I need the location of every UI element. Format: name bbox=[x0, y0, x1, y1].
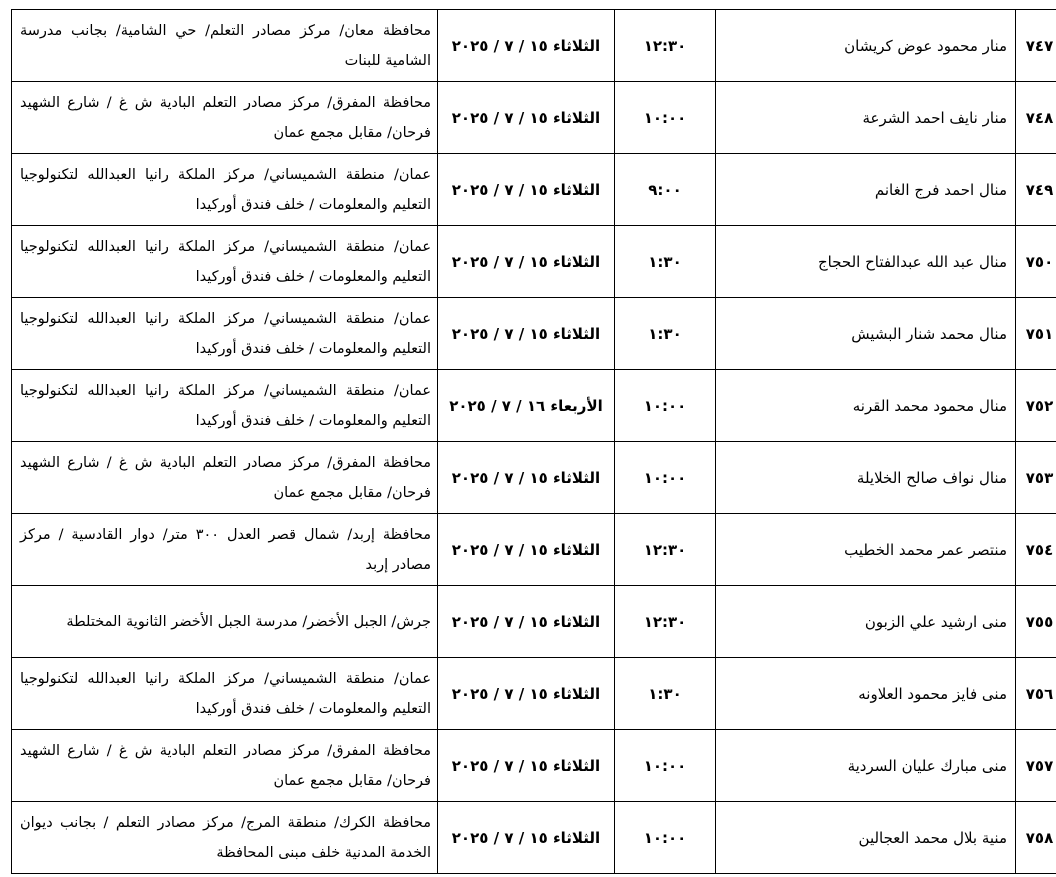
exam-time-cell: ١٠:٠٠ bbox=[615, 802, 716, 874]
row-number-cell: ٧٥٤ bbox=[1016, 514, 1056, 586]
exam-date-cell: الثلاثاء ١٥ / ٧ / ٢٠٢٥ bbox=[438, 658, 615, 730]
candidate-name-cell: منار نايف احمد الشرعة bbox=[716, 82, 1016, 154]
row-number-cell: ٧٥٣ bbox=[1016, 442, 1056, 514]
exam-date-cell: الثلاثاء ١٥ / ٧ / ٢٠٢٥ bbox=[438, 154, 615, 226]
table-row bbox=[12, 514, 1056, 586]
exam-time-cell: ١٢:٣٠ bbox=[615, 514, 716, 586]
exam-location-cell: عمان/ منطقة الشميساني/ مركز الملكة رانيا العبدالله لتكنولوجيا التعليم والمعلومات / خلف فندق أوركيدا bbox=[12, 658, 438, 730]
candidate-name-cell: منتصر عمر محمد الخطيب bbox=[716, 514, 1016, 586]
row-number-cell: ٧٥٢ bbox=[1016, 370, 1056, 442]
table-row bbox=[12, 154, 1056, 226]
exam-schedule-table bbox=[11, 9, 1056, 874]
exam-location-cell: عمان/ منطقة الشميساني/ مركز الملكة رانيا العبدالله لتكنولوجيا التعليم والمعلومات / خلف فندق أوركيدا bbox=[12, 226, 438, 298]
table-row bbox=[12, 370, 1056, 442]
row-number-cell: ٧٤٧ bbox=[1016, 10, 1056, 82]
exam-date-cell: الثلاثاء ١٥ / ٧ / ٢٠٢٥ bbox=[438, 10, 615, 82]
exam-time-cell: ١٠:٠٠ bbox=[615, 82, 716, 154]
candidate-name-cell: منية بلال محمد العجالين bbox=[716, 802, 1016, 874]
exam-date-cell: الثلاثاء ١٥ / ٧ / ٢٠٢٥ bbox=[438, 226, 615, 298]
table-body bbox=[12, 10, 1056, 874]
exam-time-cell: ٩:٠٠ bbox=[615, 154, 716, 226]
row-number-cell: ٧٥٨ bbox=[1016, 802, 1056, 874]
row-number-cell: ٧٥٥ bbox=[1016, 586, 1056, 658]
candidate-name-cell: منار محمود عوض كريشان bbox=[716, 10, 1016, 82]
exam-date-cell: الثلاثاء ١٥ / ٧ / ٢٠٢٥ bbox=[438, 298, 615, 370]
exam-date-cell: الثلاثاء ١٥ / ٧ / ٢٠٢٥ bbox=[438, 802, 615, 874]
candidate-name-cell: منى مبارك عليان السردية bbox=[716, 730, 1016, 802]
exam-time-cell: ١٠:٠٠ bbox=[615, 442, 716, 514]
exam-location-cell: محافظة الكرك/ منطقة المرج/ مركز مصادر التعلم / بجانب ديوان الخدمة المدنية خلف مبنى المحافظة bbox=[12, 802, 438, 874]
row-number-cell: ٧٥٠ bbox=[1016, 226, 1056, 298]
table-row bbox=[12, 586, 1056, 658]
exam-date-cell: الثلاثاء ١٥ / ٧ / ٢٠٢٥ bbox=[438, 514, 615, 586]
row-number-cell: ٧٤٨ bbox=[1016, 82, 1056, 154]
exam-date-cell: الأربعاء ١٦ / ٧ / ٢٠٢٥ bbox=[438, 370, 615, 442]
exam-time-cell: ١٢:٣٠ bbox=[615, 10, 716, 82]
table-row bbox=[12, 10, 1056, 82]
exam-date-cell: الثلاثاء ١٥ / ٧ / ٢٠٢٥ bbox=[438, 586, 615, 658]
table-row bbox=[12, 802, 1056, 874]
table-row bbox=[12, 226, 1056, 298]
row-number-cell: ٧٥١ bbox=[1016, 298, 1056, 370]
exam-location-cell: محافظة إربد/ شمال قصر العدل ٣٠٠ متر/ دوار القادسية / مركز مصادر إربد bbox=[12, 514, 438, 586]
candidate-name-cell: منى ارشيد علي الزبون bbox=[716, 586, 1016, 658]
exam-date-cell: الثلاثاء ١٥ / ٧ / ٢٠٢٥ bbox=[438, 82, 615, 154]
table-row bbox=[12, 298, 1056, 370]
exam-time-cell: ١:٣٠ bbox=[615, 658, 716, 730]
exam-time-cell: ١٠:٠٠ bbox=[615, 730, 716, 802]
exam-location-cell: عمان/ منطقة الشميساني/ مركز الملكة رانيا العبدالله لتكنولوجيا التعليم والمعلومات / خلف فندق أوركيدا bbox=[12, 298, 438, 370]
candidate-name-cell: منال محمد شنار البشيش bbox=[716, 298, 1016, 370]
candidate-name-cell: منال احمد فرج الغانم bbox=[716, 154, 1016, 226]
row-number-cell: ٧٥٦ bbox=[1016, 658, 1056, 730]
exam-time-cell: ١:٣٠ bbox=[615, 298, 716, 370]
exam-location-cell: محافظة معان/ مركز مصادر التعلم/ حي الشامية/ بجانب مدرسة الشامية للبنات bbox=[12, 10, 438, 82]
table-row bbox=[12, 82, 1056, 154]
exam-location-cell: محافظة المفرق/ مركز مصادر التعلم البادية ش غ / شارع الشهيد فرحان/ مقابل مجمع عمان bbox=[12, 82, 438, 154]
candidate-name-cell: منال عبد الله عبدالفتاح الحجاج bbox=[716, 226, 1016, 298]
exam-date-cell: الثلاثاء ١٥ / ٧ / ٢٠٢٥ bbox=[438, 730, 615, 802]
exam-location-cell: عمان/ منطقة الشميساني/ مركز الملكة رانيا العبدالله لتكنولوجيا التعليم والمعلومات / خلف فندق أوركيدا bbox=[12, 370, 438, 442]
table-row bbox=[12, 658, 1056, 730]
table-row bbox=[12, 442, 1056, 514]
exam-time-cell: ١٢:٣٠ bbox=[615, 586, 716, 658]
candidate-name-cell: منال محمود محمد القرنه bbox=[716, 370, 1016, 442]
exam-location-cell: عمان/ منطقة الشميساني/ مركز الملكة رانيا العبدالله لتكنولوجيا التعليم والمعلومات / خلف فندق أوركيدا bbox=[12, 154, 438, 226]
candidate-name-cell: منال نواف صالح الخلايلة bbox=[716, 442, 1016, 514]
table-row bbox=[12, 730, 1056, 802]
row-number-cell: ٧٥٧ bbox=[1016, 730, 1056, 802]
exam-date-cell: الثلاثاء ١٥ / ٧ / ٢٠٢٥ bbox=[438, 442, 615, 514]
exam-time-cell: ١٠:٠٠ bbox=[615, 370, 716, 442]
exam-time-cell: ١:٣٠ bbox=[615, 226, 716, 298]
exam-location-cell: محافظة المفرق/ مركز مصادر التعلم البادية ش غ / شارع الشهيد فرحان/ مقابل مجمع عمان bbox=[12, 442, 438, 514]
exam-location-cell: محافظة المفرق/ مركز مصادر التعلم البادية ش غ / شارع الشهيد فرحان/ مقابل مجمع عمان bbox=[12, 730, 438, 802]
exam-location-cell: جرش/ الجبل الأخضر/ مدرسة الجبل الأخضر الثانوية المختلطة bbox=[12, 586, 438, 658]
row-number-cell: ٧٤٩ bbox=[1016, 154, 1056, 226]
candidate-name-cell: منى فايز محمود العلاونه bbox=[716, 658, 1016, 730]
